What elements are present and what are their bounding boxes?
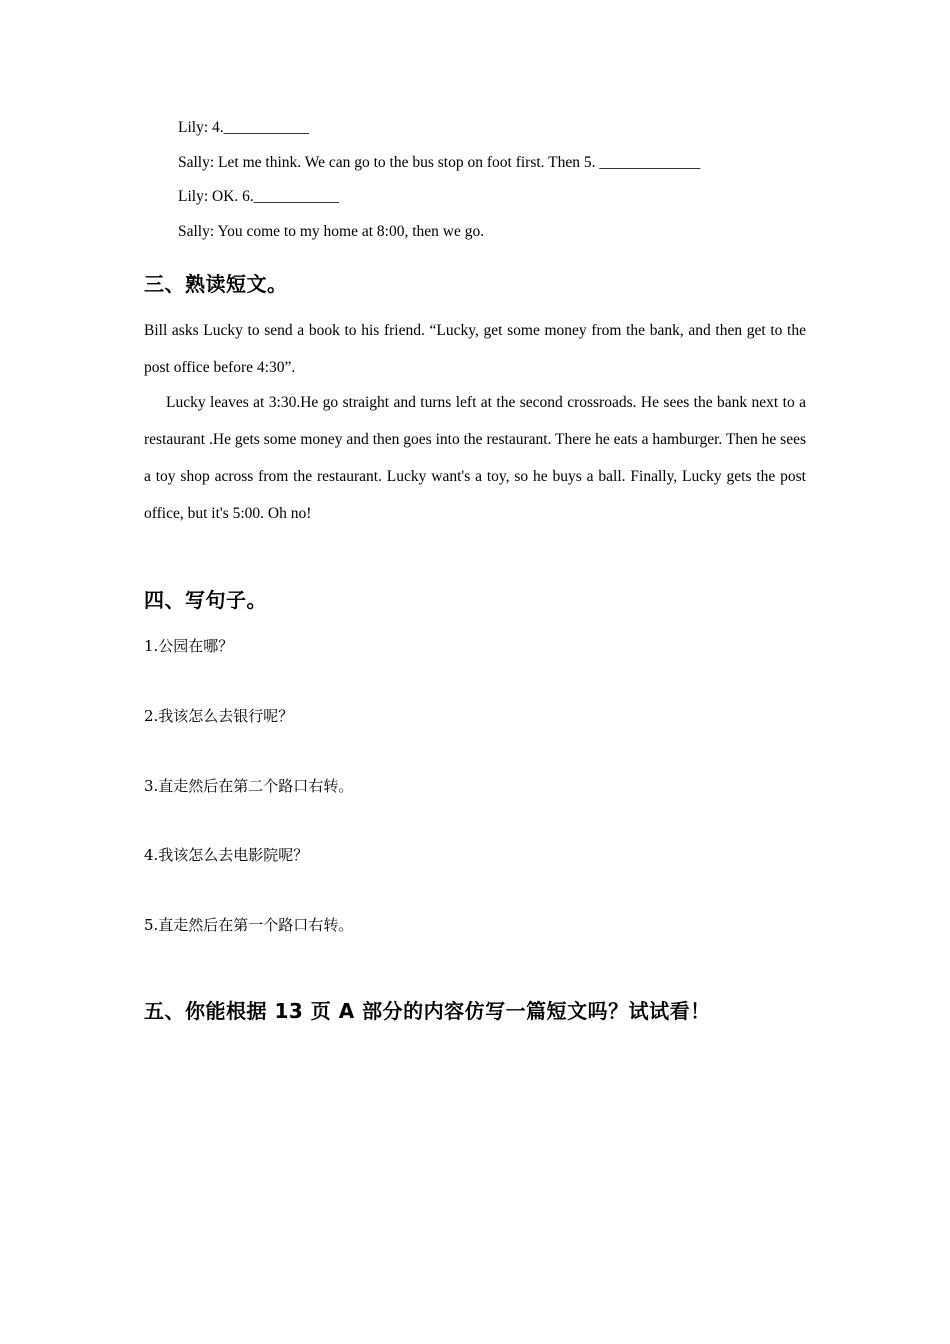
dialogue-line-2: Sally: Let me think. We can go to the bus stop on foot first. Then 5. _____________ [178, 154, 701, 171]
section-5-heading: 五、你能根据 13 页 A 部分的内容仿写一篇短文吗？试试看！ [144, 999, 711, 1023]
sentence-item-4: 4.我该怎么去电影院呢？ [144, 846, 309, 864]
dialogue-line-3: Lily: OK. 6.___________ [178, 188, 340, 205]
sentence-item-3: 3.直走然后在第二个路口右转。 [144, 777, 354, 795]
dialogue-line-4: Sally: You come to my home at 8:00, then we go. [178, 223, 485, 240]
sentence-item-2: 2.我该怎么去银行呢？ [144, 707, 294, 725]
sentence-item-1: 1.公园在哪？ [144, 637, 234, 655]
section-3-heading: 三、熟读短文。 [144, 272, 288, 296]
sentence-item-5: 5.直走然后在第一个路口右转。 [144, 916, 354, 934]
section-4-heading: 四、写句子。 [144, 588, 267, 612]
dialogue-line-1: Lily: 4.___________ [178, 119, 309, 136]
reading-paragraph-1: Bill asks Lucky to send a book to his friend. “Lucky, get some money from the bank, and then get to the post office before 4:30”. [144, 322, 806, 376]
reading-paragraph-2: Lucky leaves at 3:30.He go straight and turns left at the second crossroads. He sees the bank next to a restaurant .He gets some money and then goes into the restaurant. There he eats a hamburger. Then he sees a toy shop across from the restaurant. Lucky want's a toy, so he buys a ball. Finally, Lucky gets the post office, but it's 5:00. Oh no! [144, 394, 806, 522]
